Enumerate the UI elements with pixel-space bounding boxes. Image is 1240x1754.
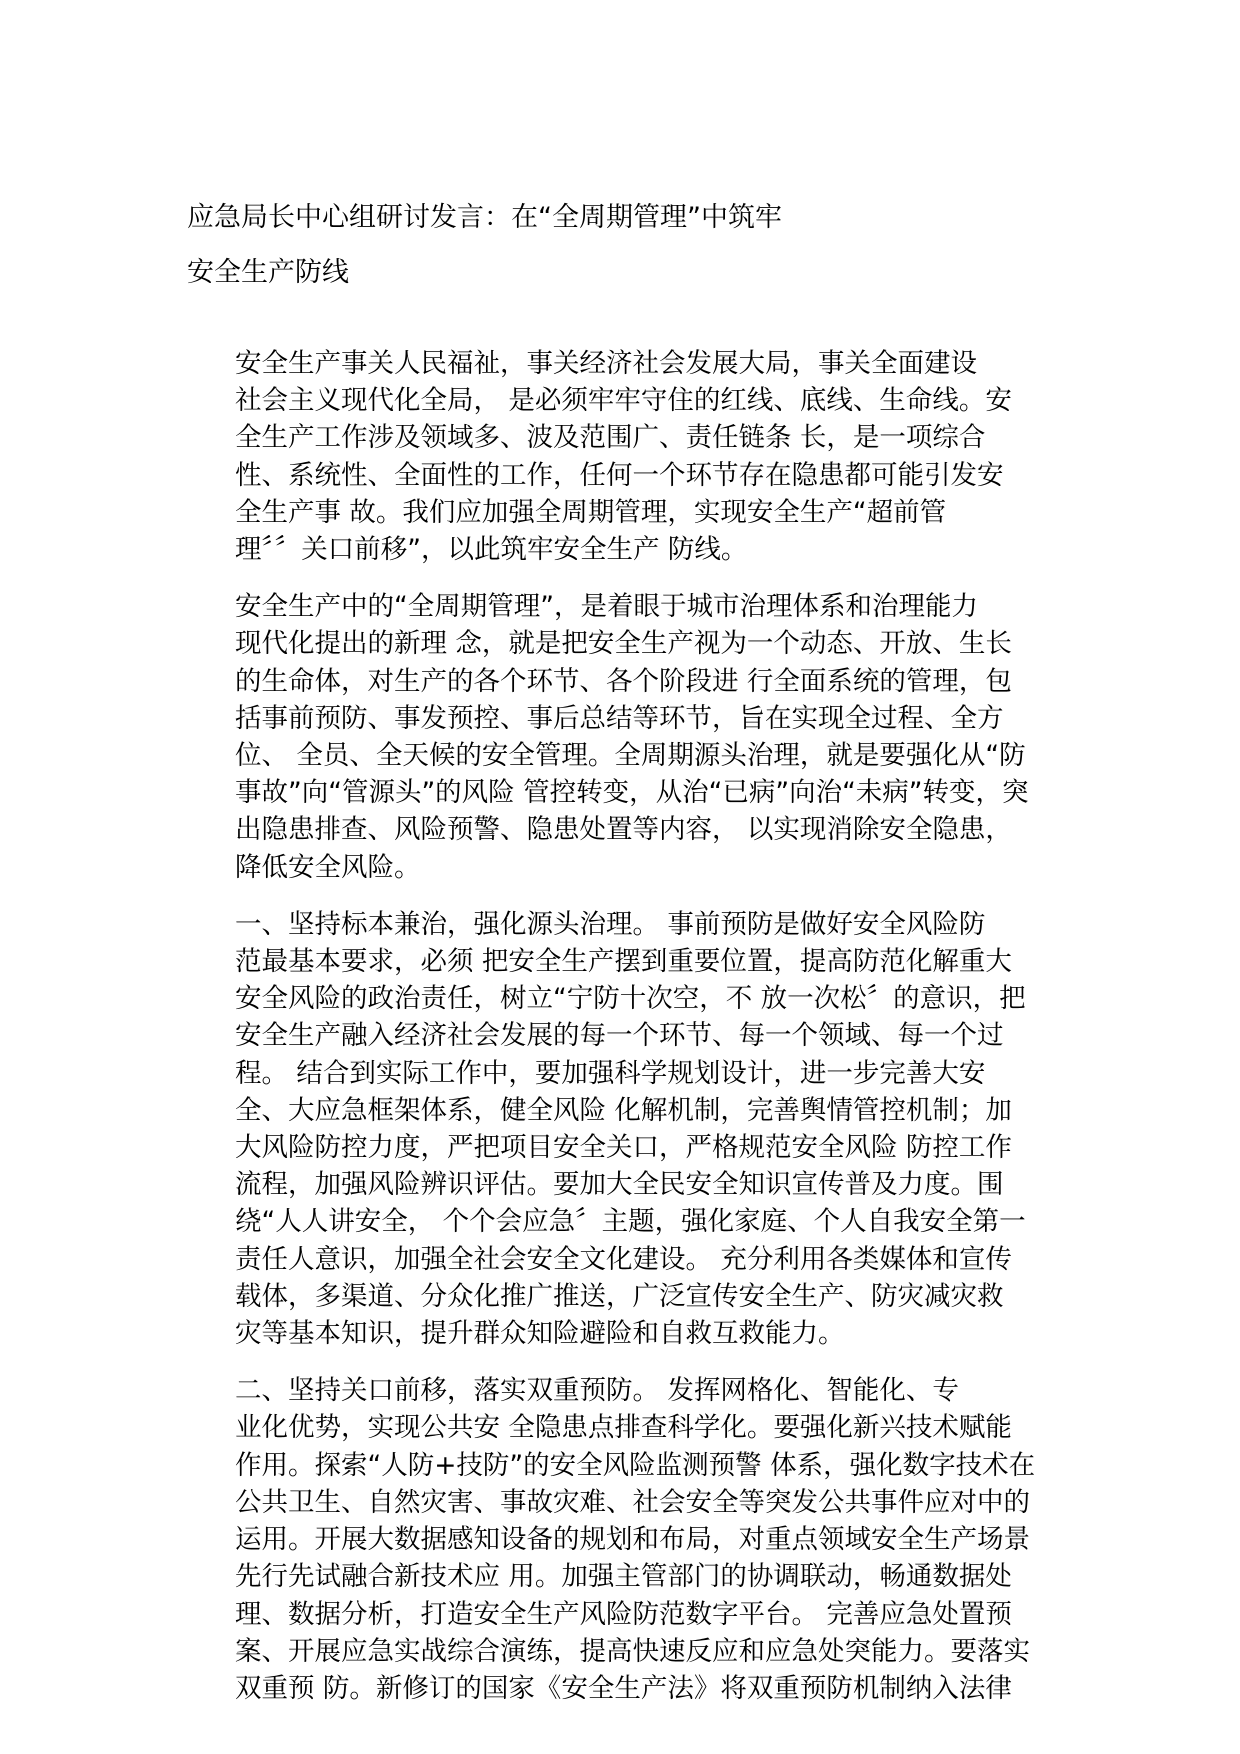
- paragraph-line: 社会主义现代化全局， 是必须牢牢守住的红线、底线、生命线。安: [235, 385, 1012, 417]
- paragraph-line: 括事前预防、事发预控、事后总结等环节，旨在实现全过程、全方: [235, 702, 1004, 734]
- paragraph-line: 位、 全员、全天候的安全管理。全周期源头治理，就是要强化从“防: [235, 740, 1026, 772]
- paragraph-line: 一、坚持标本兼治，强化源头治理。 事前预防是做好安全风险防: [235, 908, 986, 940]
- paragraph-line: 理、数据分析，打造安全生产风险防范数字平台。 完善应急处置预: [235, 1598, 1012, 1630]
- paragraph-line: 流程，加强风险辨识评估。要加大全民安全知识宣传普及力度。围: [235, 1169, 1004, 1201]
- document-title-line-1: 应急局长中心组研讨发言：在“全周期管理”中筑牢: [187, 202, 782, 233]
- paragraph-line: 灾等基本知识，提升群众知险避险和自救互救能力。: [235, 1318, 845, 1350]
- paragraph-line: 运用。开展大数据感知设备的规划和布局，对重点领域安全生产场景: [235, 1524, 1030, 1556]
- paragraph-line: 程。 结合到实际工作中，要加强科学规划设计，进一步完善大安: [235, 1057, 986, 1089]
- paragraph-line: 大风险防控力度，严把项目安全关口，严格规范安全风险 防控工作: [235, 1132, 1012, 1164]
- paragraph-section-2: [187, 1372, 1067, 1707]
- paragraph-line: 现代化提出的新理 念，就是把安全生产视为一个动态、开放、生长: [235, 628, 1012, 660]
- paragraph-line: 出隐患排查、风险预警、隐患处置等内容， 以实现消除安全隐患，: [235, 814, 1012, 846]
- paragraph-line: 全生产工作涉及领域多、波及范围广、责任链条 长，是一项综合: [235, 422, 986, 454]
- paragraph-line: 业化优势，实现公共安 全隐患点排查科学化。要强化新兴技术赋能: [235, 1412, 1012, 1444]
- paragraph-line: 全、大应急框架体系，健全风险 化解机制，完善舆情管控机制；加: [235, 1094, 1012, 1126]
- paragraph-line: 责任人意识，加强全社会安全文化建设。 充分利用各类媒体和宣传: [235, 1243, 1012, 1275]
- paragraph-line: 事故”向“管源头”的风险 管控转变，从治“已病”向治“未病”转变，突: [235, 777, 1029, 809]
- paragraph-line: 安全风险的政治责任，树立“宁防十次空，不 放一次松〞的意识，把: [235, 983, 1026, 1015]
- paragraph-line: 作用。探索“人防+技防”的安全风险监测预警 体系，强化数字技术在: [235, 1449, 1036, 1481]
- paragraph-line: 范最基本要求，必须 把安全生产摆到重要位置，提高防范化解重大: [235, 946, 1012, 978]
- paragraph-line: 二、坚持关口前移，落实双重预防。 发挥网格化、智能化、专: [235, 1375, 959, 1407]
- paragraph-line: 安全生产事关人民福祉，事关经济社会发展大局，事关全面建设: [235, 348, 977, 379]
- paragraph-line: 全生产事 故。我们应加强全周期管理，实现安全生产“超前管: [235, 496, 947, 528]
- paragraph-line: 公共卫生、自然灾害、事故灾难、社会安全等突发公共事件应对中的: [235, 1486, 1030, 1518]
- paragraph-section-1: [187, 906, 1067, 1352]
- paragraph-line: 双重预 防。新修订的国家《安全生产法》将双重预防机制纳入法律: [235, 1672, 1012, 1704]
- paragraph-line: 案、开展应急实战综合演练，提高快速反应和应急处突能力。要落实: [235, 1635, 1030, 1667]
- document-body: [187, 345, 1067, 1727]
- paragraph-line: 的生命体，对生产的各个环节、各个阶段进 行全面系统的管理，包: [235, 665, 1012, 697]
- paragraph-line: 先行先试融合新技术应 用。加强主管部门的协调联动，畅通数据处: [235, 1561, 1012, 1593]
- paragraph-line: 载体，多渠道、分众化推广推送，广泛宣传安全生产、防灾减灾救: [235, 1280, 1004, 1312]
- document-title-line-2: 安全生产防线: [187, 257, 349, 288]
- paragraph-line: 性、系统性、全面性的工作，任何一个环节存在隐患都可能引发安: [235, 459, 1004, 491]
- paragraph-line: 降低安全风险。: [235, 851, 421, 883]
- paragraph-intro: [187, 345, 1067, 568]
- paragraph-line: 绕“人人讲安全， 个个会应急〞主题，强化家庭、个人自我安全第一: [235, 1206, 1026, 1238]
- paragraph-line: 安全生产融入经济社会发展的每一个环节、每一个领域、每一个过: [235, 1020, 1004, 1052]
- paragraph-line: 理〞〞关口前移”，以此筑牢安全生产 防线。: [235, 534, 748, 566]
- paragraph-full-cycle: [187, 588, 1067, 886]
- paragraph-line: 安全生产中的“全周期管理”，是着眼于城市治理体系和治理能力: [235, 591, 978, 623]
